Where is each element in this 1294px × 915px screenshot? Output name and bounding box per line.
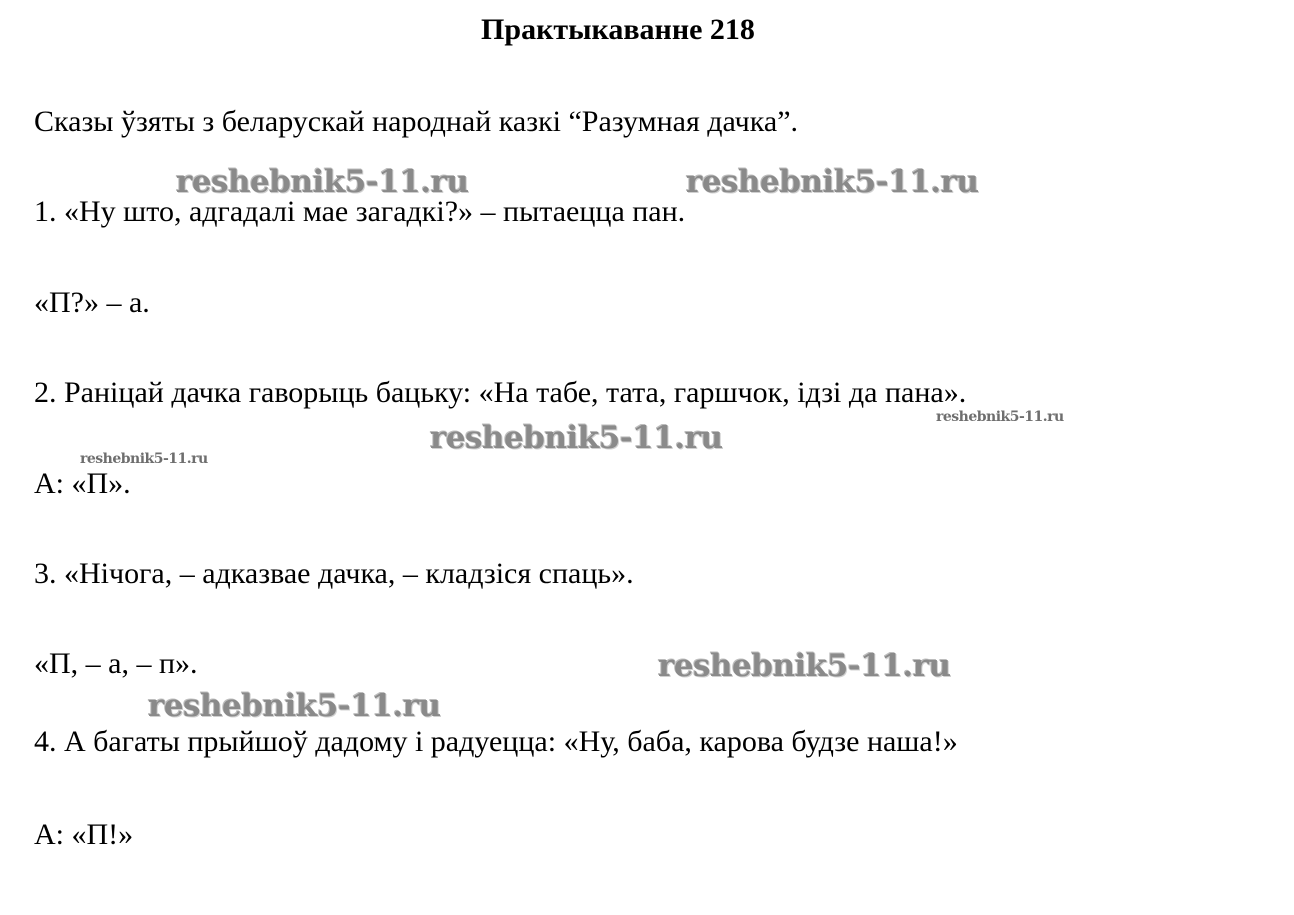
watermark: reshebnik5-11.ru <box>936 409 1064 425</box>
scheme-2: А: «П». <box>34 467 131 500</box>
watermark: reshebnik5-11.ru <box>686 164 979 200</box>
intro-text: Сказы ўзяты з беларускай народнай казкі “Разумная дачка”. <box>34 105 799 138</box>
scheme-1: «П?» – а. <box>34 286 150 319</box>
watermark: reshebnik5-11.ru <box>658 648 951 684</box>
watermark: reshebnik5-11.ru <box>176 164 469 200</box>
watermark: reshebnik5-11.ru <box>80 451 208 467</box>
exercise-title: Практыкаванне 218 <box>481 13 755 46</box>
scheme-3: «П, – а, – п». <box>34 647 198 680</box>
sentence-2: 2. Раніцай дачка гаворыць бацьку: «На табе, тата, гаршчок, ідзі да пана». <box>34 376 967 409</box>
sentence-1: 1. «Ну што, адгадалі мае загадкі?» – пытаецца пан. <box>34 195 686 228</box>
scheme-4: А: «П!» <box>34 818 134 851</box>
sentence-3: 3. «Нічога, – адказвае дачка, – кладзіся спаць». <box>34 557 634 590</box>
sentence-4: 4. А багаты прыйшоў дадому і радуецца: «Ну, баба, карова будзе наша!» <box>34 725 958 758</box>
watermark: reshebnik5-11.ru <box>430 420 723 456</box>
watermark: reshebnik5-11.ru <box>148 688 441 724</box>
